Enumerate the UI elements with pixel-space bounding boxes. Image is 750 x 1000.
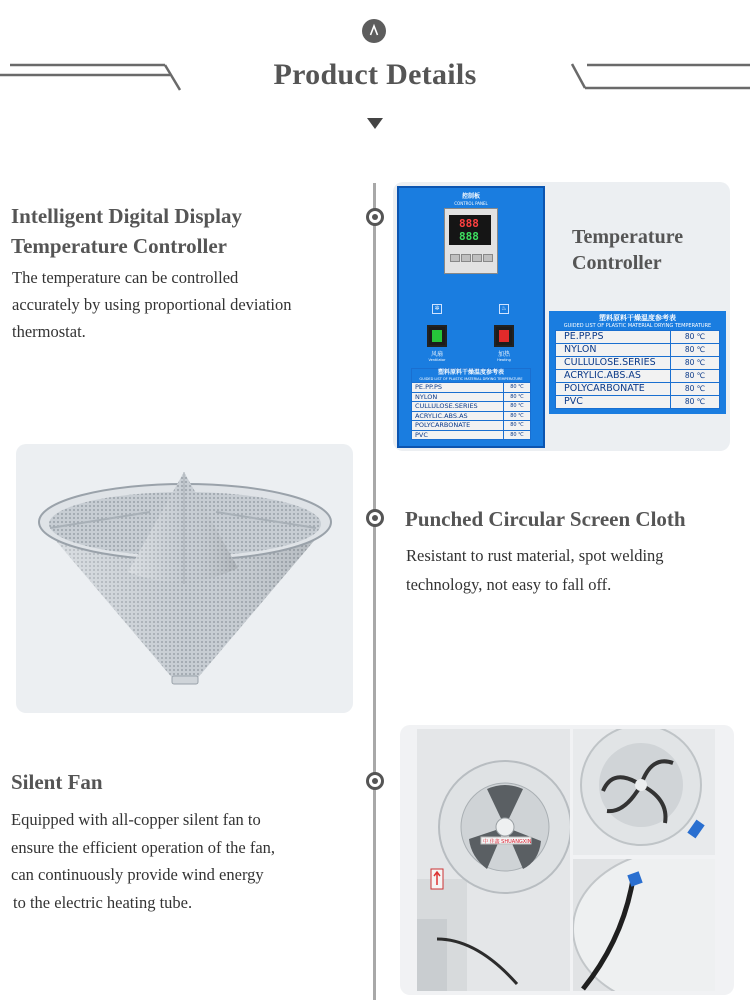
thermostat-key (483, 254, 493, 262)
feature-title-controller: Intelligent Digital Display Temperature Controller (11, 204, 243, 258)
fan-motor-photo (417, 729, 570, 991)
table-row: CULLULOSE.SERIES 80 ℃ (556, 356, 719, 369)
feature-title-screen-cloth: Punched Circular Screen Cloth (405, 507, 686, 531)
control-panel-title: 控制板 (461, 193, 480, 200)
drying-temperature-table: 塑料原料干燥温度参考表 GUIDED LIST OF PLASTIC MATERIAL DRYING TEMPERATURE PE.PP.PS 80 ℃ NYLON 80 ℃ CULLULOSE.SERIES 80 ℃ ACRYLIC.ABS.AS 80 ℃ POLYCARBONATE 80 ℃ PVC 80 ℃ (549, 311, 726, 414)
fan-switch-label: 风扇 (430, 351, 443, 358)
feature-desc-silent-fan: Equipped with all-copper silent fan to ensure the efficient operation of the fan, can continuously provide wind energy to the electric heating tube. (11, 810, 276, 912)
fan-image-panel (400, 725, 734, 995)
screen-cloth-image-panel (16, 444, 353, 713)
display-sv: 888 (459, 230, 479, 243)
display-pv: 888 (459, 217, 479, 230)
heat-switch-sublabel: Heating (497, 358, 511, 362)
timeline-line (373, 183, 376, 1000)
motor-label: 中 佳鑫 SHUANGXIN (483, 839, 532, 845)
fan-indicator-icon: ✲ (432, 304, 442, 314)
thermostat-display (444, 208, 498, 274)
page-title: Product Details (273, 58, 477, 91)
triangle-down-icon (367, 118, 383, 129)
feature-title-silent-fan: Silent Fan (11, 770, 103, 794)
thermostat-key (472, 254, 482, 262)
controller-callout: Temperature Controller (572, 226, 684, 274)
thermostat-key (461, 254, 471, 262)
feature-desc-screen-cloth: Resistant to rust material, spot welding technology, not easy to fall off. (406, 546, 664, 594)
header-right-decoration (565, 60, 750, 92)
table-row: ACRYLIC.ABS.AS 80 ℃ (556, 369, 719, 382)
fan-cable-photo (573, 859, 715, 991)
thermostat-key (450, 254, 460, 262)
table-row: POLYCARBONATE 80 ℃ (556, 382, 719, 395)
feature-desc-controller: The temperature can be controlled accurately by using proportional deviation thermostat. (12, 268, 292, 341)
fan-switch (427, 325, 447, 347)
screen-cone-illustration (16, 444, 353, 713)
table-row: NYLON 80 ℃ (556, 343, 719, 356)
scroll-up-icon[interactable] (362, 19, 386, 43)
timeline-node-icon (366, 208, 384, 226)
heat-switch-label: 加热 (497, 351, 510, 358)
fan-cover-photo (573, 729, 715, 855)
panel-temperature-table: 塑料原料干燥温度参考表 GUIDED LIST OF PLASTIC MATERIAL DRYING TEMPERATURE PE.PP.PS 80 ℃ NYLON 80 ℃ CULLULOSE.SERIES 80 ℃ ACRYLIC.ABS.AS 80 ℃ POLYCARBONATE 80 ℃ PVC 80 ℃ (411, 368, 531, 440)
control-panel-illustration (397, 186, 545, 448)
timeline-node-icon (366, 509, 384, 527)
table-row: PE.PP.PS 80 ℃ (556, 331, 719, 343)
control-panel-subtitle: CONTROL PANEL (454, 201, 488, 206)
fan-switch-sublabel: Ventilator (428, 358, 446, 362)
table-row: PVC 80 ℃ (556, 395, 719, 408)
heat-indicator-icon: ♨ (499, 304, 509, 314)
heat-switch (494, 325, 514, 347)
timeline-node-icon (366, 772, 384, 790)
